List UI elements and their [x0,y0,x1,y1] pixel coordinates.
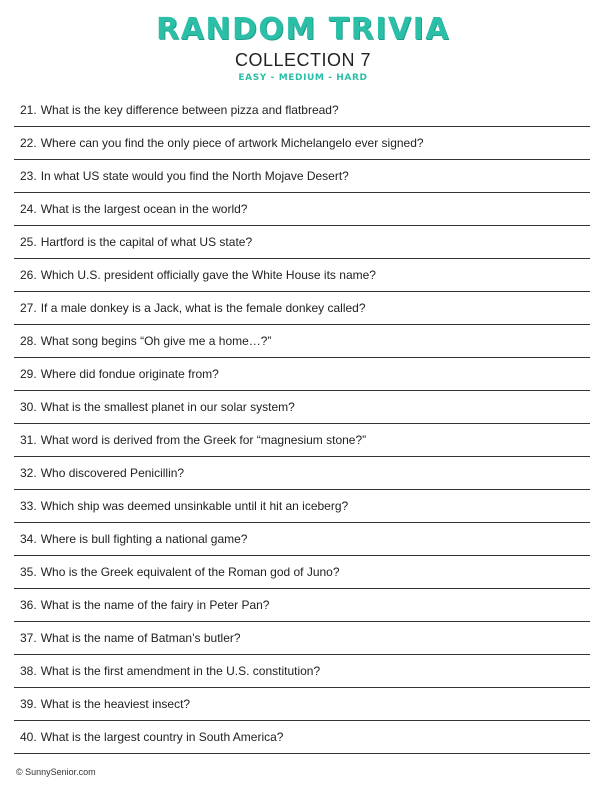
question-number: 22. [20,136,37,150]
question-item [14,424,590,457]
question-text: Where can you find the only piece of artwork Michelangelo ever signed? [40,136,424,150]
question-item [14,457,590,490]
question-number: 21. [20,103,37,117]
question-number: 28. [20,334,37,348]
question-item [14,127,590,160]
question-item [14,556,590,589]
question-item [14,259,590,292]
question-text: Who is the Greek equivalent of the Roman god of Juno? [40,565,340,579]
question-text: In what US state would you find the North Mojave Desert? [40,169,349,183]
question-item [14,391,590,424]
question-text: Hartford is the capital of what US state? [40,235,253,249]
question-item [14,622,590,655]
question-text: Which ship was deemed unsinkable until it hit an iceberg? [40,499,349,513]
question-number: 38. [20,664,37,678]
question-text: What is the heaviest insect? [40,697,191,711]
question-number: 36. [20,598,37,612]
question-item [14,490,590,523]
question-text: What is the smallest planet in our solar system? [40,400,295,414]
question-number: 30. [20,400,37,414]
question-text: Where is bull fighting a national game? [40,532,248,546]
question-number: 35. [20,565,37,579]
question-item [14,589,590,622]
question-text: What is the first amendment in the U.S. constitution? [40,664,321,678]
question-number: 25. [20,235,37,249]
difficulty-levels: EASY - MEDIUM - HARD [238,73,368,83]
question-text: What is the name of Batman’s butler? [40,631,241,645]
question-item [14,160,590,193]
question-number: 32. [20,466,37,480]
question-list [14,94,590,754]
question-text: What is the largest country in South America? [40,730,284,744]
question-number: 26. [20,268,37,282]
question-item [14,292,590,325]
copyright-footer: © SunnySenior.com [16,767,96,777]
question-number: 29. [20,367,37,381]
question-text: Which U.S. president officially gave the White House its name? [40,268,376,282]
question-text: What is the largest ocean in the world? [40,202,248,216]
question-number: 37. [20,631,37,645]
question-item [14,688,590,721]
question-text: What is the name of the fairy in Peter Pan? [40,598,270,612]
question-item [14,226,590,259]
question-item [14,358,590,391]
question-number: 27. [20,301,37,315]
question-number: 31. [20,433,37,447]
question-text: What is the key difference between pizza and flatbread? [40,103,339,117]
question-text: What word is derived from the Greek for “magnesium stone?” [40,433,367,447]
question-item [14,193,590,226]
question-number: 39. [20,697,37,711]
page-title: RANDOM TRIVIA [156,12,450,47]
question-text: If a male donkey is a Jack, what is the female donkey called? [40,301,366,315]
page-header [0,12,606,84]
question-text: What song begins “Oh give me a home…?” [40,334,272,348]
question-item [14,655,590,688]
question-text: Where did fondue originate from? [40,367,219,381]
question-item [14,325,590,358]
question-number: 24. [20,202,37,216]
collection-subtitle: COLLECTION 7 [234,50,372,70]
question-text: Who discovered Penicillin? [40,466,185,480]
question-item [14,721,590,754]
question-number: 23. [20,169,37,183]
question-item [14,94,590,127]
question-number: 40. [20,730,37,744]
question-number: 33. [20,499,37,513]
question-item [14,523,590,556]
question-number: 34. [20,532,37,546]
